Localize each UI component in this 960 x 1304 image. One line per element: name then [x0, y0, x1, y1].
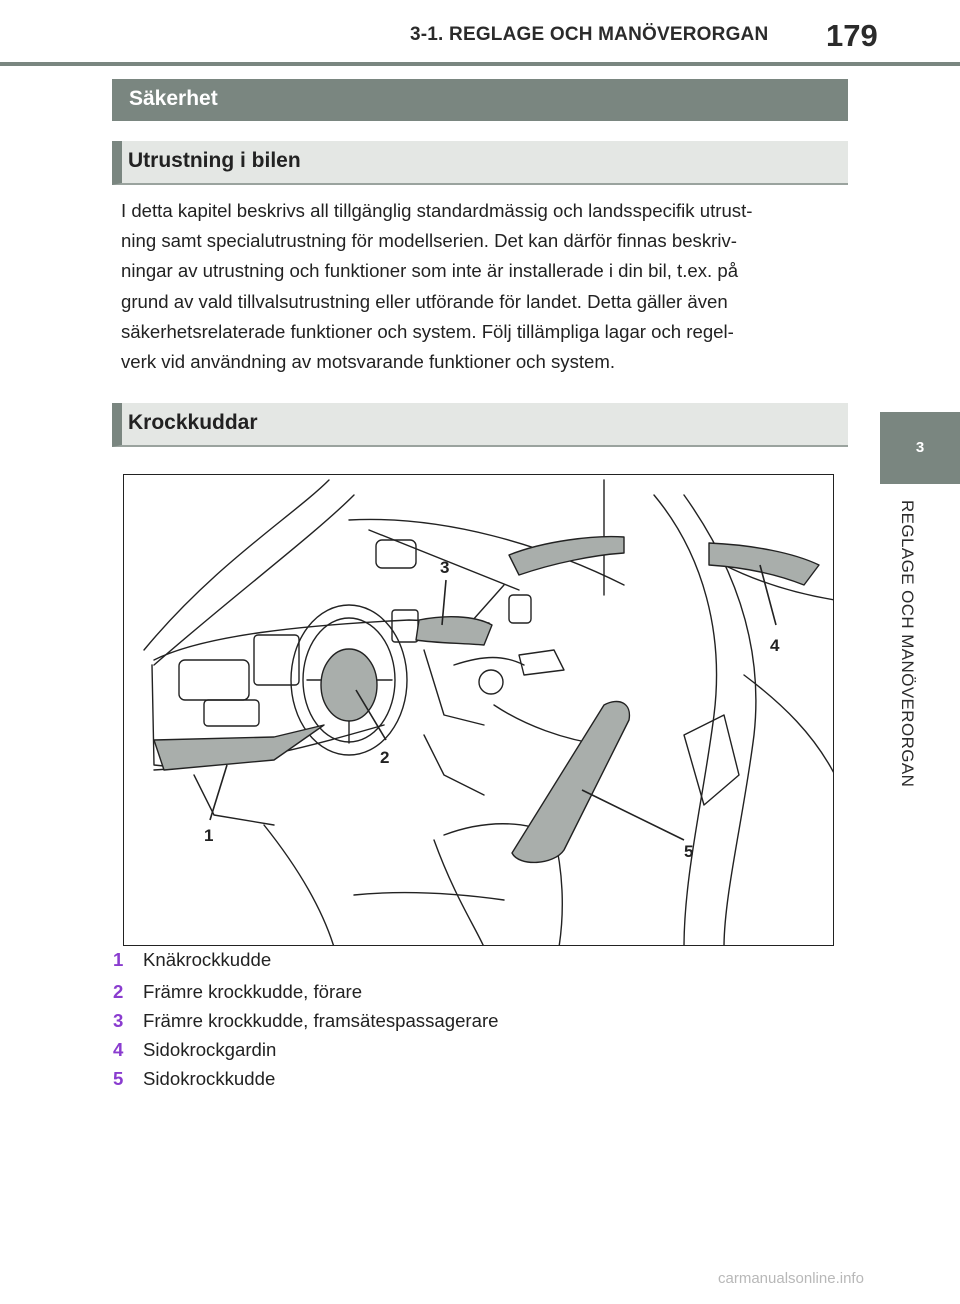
side-airbag-shape — [512, 701, 629, 862]
paragraph-line: ning samt specialutrustning för modellserien. Det kan därför finnas beskriv- — [121, 230, 737, 252]
callout-2: 2 — [380, 748, 390, 767]
intro-paragraph — [121, 196, 843, 377]
door-panel — [744, 675, 834, 775]
equipment-heading: Utrustning i bilen — [112, 141, 848, 185]
console-trim — [454, 658, 524, 666]
legend-item — [113, 1010, 499, 1032]
seat-back-edge — [654, 495, 717, 946]
header-rule — [0, 62, 960, 66]
legend-number: 1 — [113, 949, 124, 970]
main-heading: Säkerhet — [112, 79, 848, 121]
callout-4: 4 — [770, 636, 780, 655]
legend-item — [113, 981, 362, 1003]
leader-line-5 — [582, 790, 684, 840]
paragraph-line: grund av vald tillvalsutrustning eller utförande för landet. Detta gäller även — [121, 290, 728, 312]
callout-5: 5 — [684, 842, 694, 861]
chapter-tab[interactable]: 3 — [880, 412, 960, 484]
paragraph-line: I detta kapitel beskrivs all tillgänglig standardmässig och landsspecifik utrust- — [121, 200, 753, 221]
legend-number: 4 — [113, 1039, 124, 1060]
paragraph-line: säkerhetsrelaterade funktioner och system. Följ tillämpliga lagar och regel- — [121, 320, 734, 342]
legend-label: Sidokrockgardin — [143, 1039, 277, 1060]
a-pillar-line — [144, 480, 329, 650]
leader-line-1 — [210, 765, 227, 820]
rear-mirror — [376, 540, 416, 568]
legend-number: 2 — [113, 981, 124, 1002]
legend-item — [113, 1068, 275, 1090]
paragraph-line: ningar av utrustning och funktioner som inte är installerade i din bil, t.ex. på — [121, 260, 739, 282]
center-screen — [392, 610, 418, 642]
paragraph-line: verk vid användning av motsvarande funktioner och system. — [121, 351, 616, 373]
side-mirror — [509, 595, 531, 623]
right-vent-round — [479, 670, 503, 694]
curtain-airbag-front — [509, 537, 624, 575]
legend-label: Knäkrockkudde — [143, 949, 272, 970]
shifter-area — [424, 735, 484, 795]
legend-number: 5 — [113, 1068, 124, 1089]
footwell-left — [194, 775, 274, 825]
floor-line — [264, 825, 334, 946]
legend-label: Främre krockkudde, förare — [143, 981, 363, 1002]
section-title: 3-1. REGLAGE OCH MANÖVERORGAN — [410, 24, 769, 45]
left-vent — [179, 660, 249, 700]
seat-seam — [354, 893, 504, 900]
airbag-diagram — [124, 475, 834, 946]
center-console — [424, 650, 484, 725]
airbag-illustration — [123, 474, 834, 946]
airbags-heading: Krockkuddar — [112, 403, 848, 447]
callout-3: 3 — [440, 558, 450, 577]
chapter-label: REGLAGE OCH MANÖVERORGAN — [898, 500, 917, 788]
watermark: carmanualsonline.info — [718, 1270, 864, 1287]
callout-1: 1 — [204, 826, 214, 845]
legend-number: 3 — [113, 1010, 124, 1031]
legend-item — [113, 949, 271, 971]
legend-label: Sidokrockkudde — [143, 1068, 276, 1089]
passenger-airbag-shape — [416, 617, 492, 645]
left-vent-lower — [204, 700, 259, 726]
legend-label: Främre krockkudde, framsätespassagerare — [143, 1010, 499, 1031]
page-number: 179 — [826, 18, 878, 53]
legend-item — [113, 1039, 276, 1061]
right-vent — [519, 650, 564, 675]
